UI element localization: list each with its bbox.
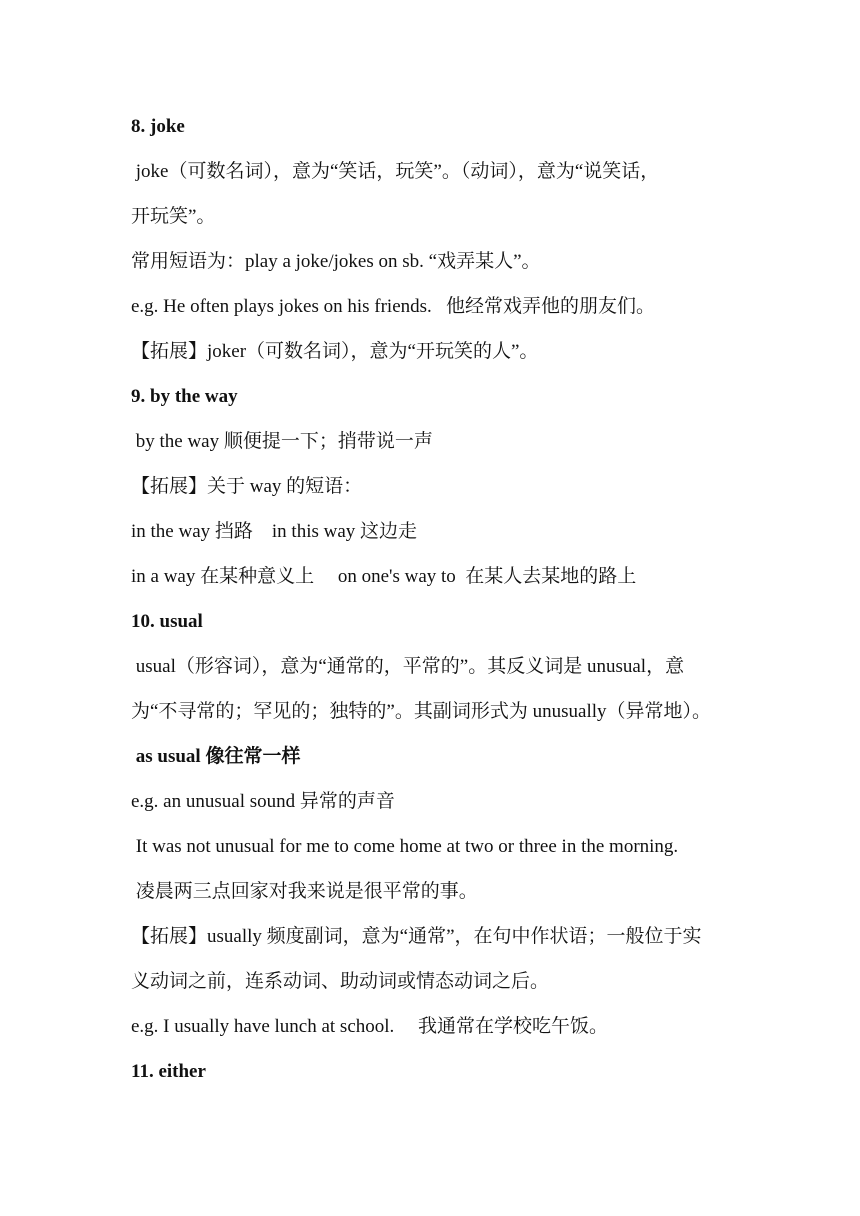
- usually-extension-line: 【拓展】usually 频度副词，意为“通常”，在句中作状语；一般位于实: [131, 926, 702, 947]
- section-heading-joke: 8. joke: [131, 116, 185, 137]
- usual-definition-line: 为“不寻常的；罕见的；独特的”。其副词形式为 unusually（异常地）。: [131, 701, 712, 722]
- joke-phrase-line: 常用短语为：play a joke/jokes on sb. “戏弄某人”。: [131, 251, 541, 272]
- way-phrases-line: in the way 挡路 in this way 这边走: [131, 521, 418, 542]
- usually-extension-line: 义动词之前，连系动词、助动词或情态动词之后。: [131, 971, 550, 992]
- usual-example-line: e.g. an unusual sound 异常的声音: [131, 791, 395, 812]
- section-heading-usual: 10. usual: [131, 611, 203, 632]
- joke-definition-line: joke（可数名词），意为“笑话，玩笑”。（动词），意为“说笑话，: [131, 161, 660, 182]
- usual-example-translation-line: 凌晨两三点回家对我来说是很平常的事。: [131, 881, 478, 902]
- section-heading-either: 11. either: [131, 1061, 206, 1082]
- joke-extension-line: 【拓展】joker（可数名词），意为“开玩笑的人”。: [131, 341, 539, 362]
- usual-definition-line: usual（形容词），意为“通常的，平常的”。其反义词是 unusual，意: [131, 656, 685, 677]
- usually-example-line: e.g. I usually have lunch at school. 我通常在学校吃午饭。: [131, 1016, 609, 1037]
- joke-example-line: e.g. He often plays jokes on his friends. 他经常戏弄他的朋友们。: [131, 296, 656, 317]
- joke-definition-line: 开玩笑”。: [131, 206, 216, 227]
- way-phrases-line: in a way 在某种意义上 on one's way to 在某人去某地的路上: [131, 566, 637, 587]
- usual-example-line: It was not unusual for me to come home at two or three in the morning.: [131, 836, 679, 857]
- section-heading-by-the-way: 9. by the way: [131, 386, 238, 407]
- way-extension-line: 【拓展】关于 way 的短语：: [131, 476, 363, 497]
- as-usual-phrase-line: as usual 像往常一样: [131, 746, 301, 767]
- by-the-way-definition-line: by the way 顺便提一下；捎带说一声: [131, 431, 433, 452]
